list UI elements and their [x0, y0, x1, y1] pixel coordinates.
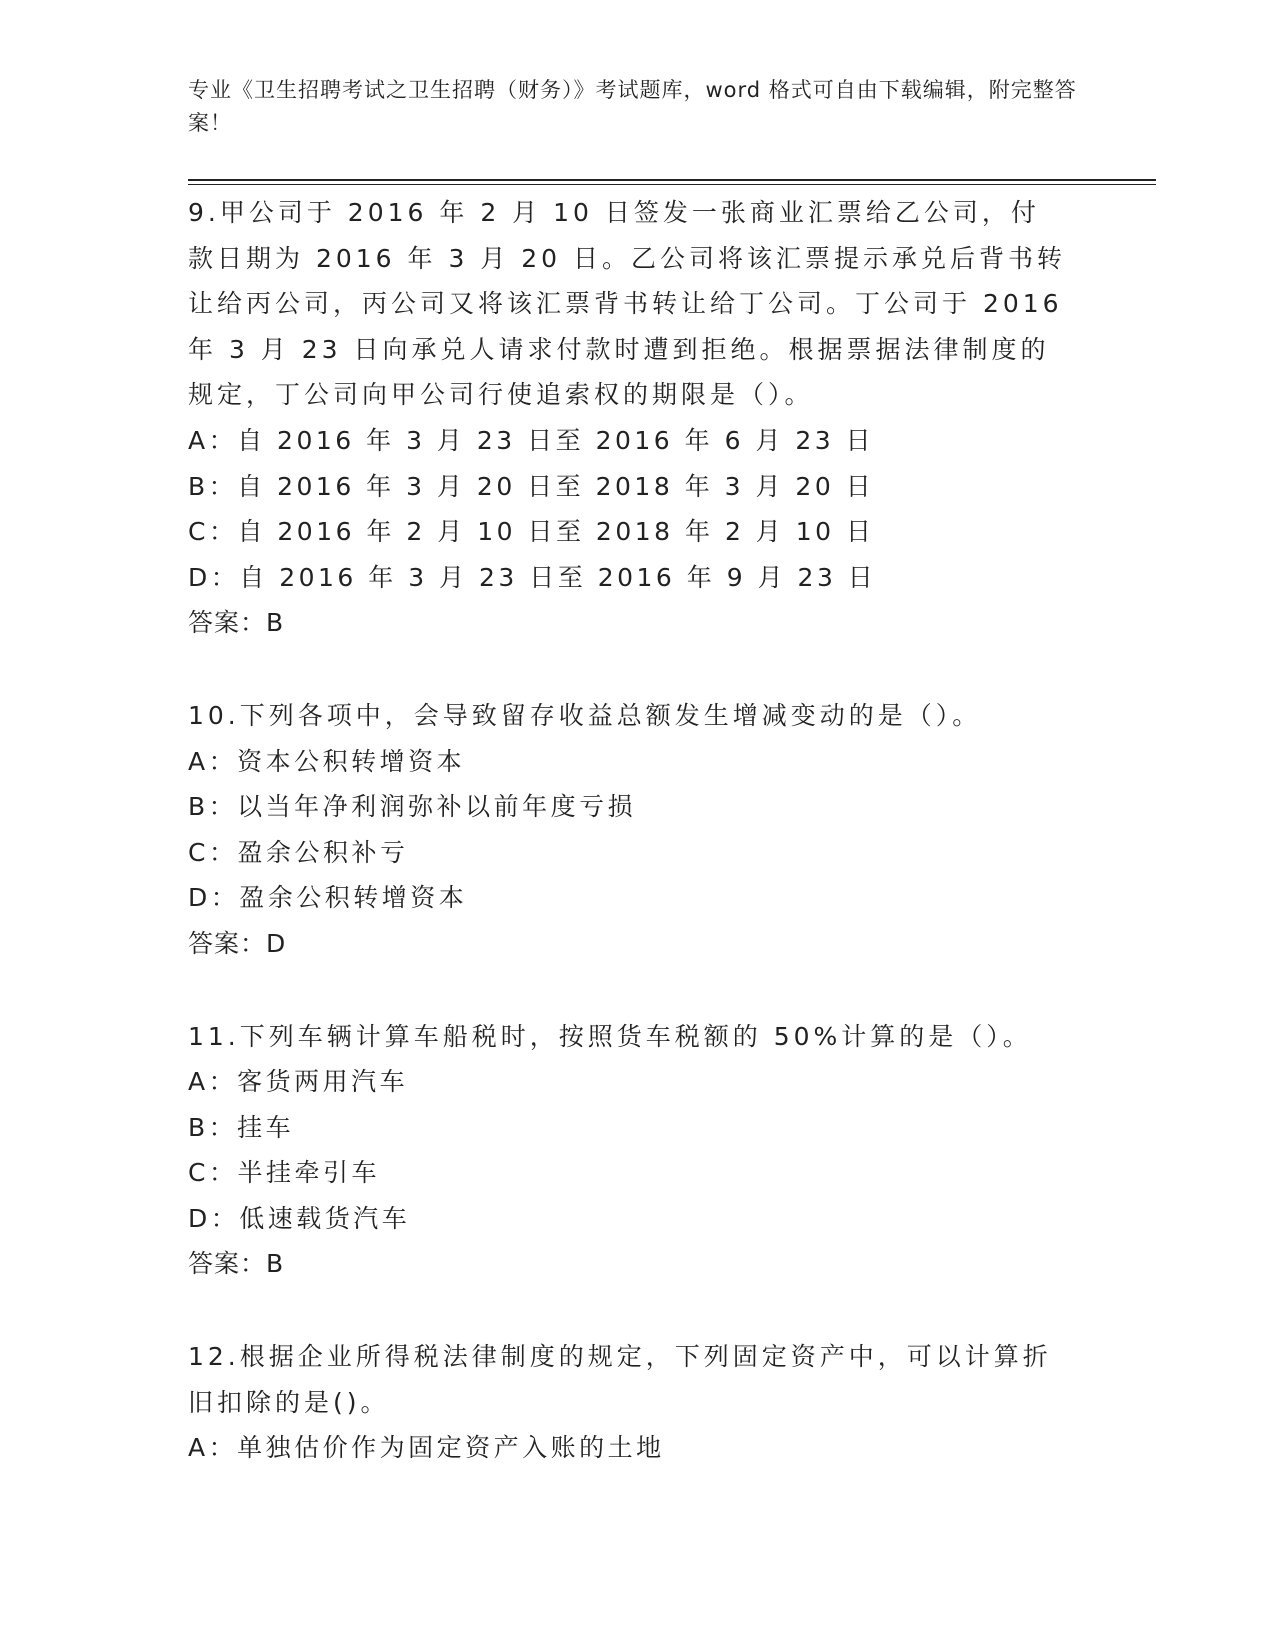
header-divider	[188, 179, 1156, 181]
answer: 答案：B	[188, 1249, 285, 1279]
question-9	[188, 190, 1148, 646]
document-header: 专业《卫生招聘考试之卫生招聘（财务）》考试题库，word 格式可自由下载编辑，附完整答案！	[188, 78, 1077, 135]
answer: 答案：D	[188, 928, 287, 958]
question-stem: 12.根据企业所得税法律制度的规定，下列固定资产中，可以计算折旧扣除的是()。	[188, 1342, 1052, 1417]
option-c: C：半挂牵引车	[188, 1158, 380, 1188]
question-list	[188, 190, 1148, 1518]
option-b: B：挂车	[188, 1112, 295, 1142]
option-d: D：低速载货汽车	[188, 1203, 411, 1233]
header-divider-thin	[188, 184, 1156, 185]
option-c: C：自 2016 年 2 月 10 日至 2018 年 2 月 10 日	[188, 517, 875, 547]
option-a: A：自 2016 年 3 月 23 日至 2016 年 6 月 23 日	[188, 425, 875, 455]
question-stem: 9.甲公司于 2016 年 2 月 10 日签发一张商业汇票给乙公司，付款日期为 2016 年 3 月 20 日。乙公司将该汇票提示承兑后背书转让给丙公司，丙公司又将该汇票背书转让给丁公司。丁公司于 2016 年 3 月 23 日向承兑人请求付款时遭到拒绝。根据票据法律制度的规定，丁公司向甲公司行使追索权的期限是（）。	[188, 198, 1067, 410]
option-a: A：资本公积转增资本	[188, 746, 466, 776]
option-d: D：盈余公积转增资本	[188, 883, 468, 913]
answer: 答案：B	[188, 608, 285, 638]
option-a: A：单独估价作为固定资产入账的土地	[188, 1433, 665, 1463]
question-stem: 10.下列各项中，会导致留存收益总额发生增减变动的是（）。	[188, 700, 982, 730]
option-b: B：自 2016 年 3 月 20 日至 2018 年 3 月 20 日	[188, 471, 875, 501]
option-d: D：自 2016 年 3 月 23 日至 2016 年 9 月 23 日	[188, 562, 877, 592]
option-a: A：客货两用汽车	[188, 1067, 409, 1097]
option-b: B：以当年净利润弥补以前年度亏损	[188, 792, 637, 822]
question-11	[188, 1014, 1148, 1288]
question-stem: 11.下列车辆计算车船税时，按照货车税额的 50%计算的是（）。	[188, 1021, 1032, 1051]
option-c: C：盈余公积补亏	[188, 837, 409, 867]
question-10	[188, 693, 1148, 967]
question-12	[188, 1334, 1148, 1471]
